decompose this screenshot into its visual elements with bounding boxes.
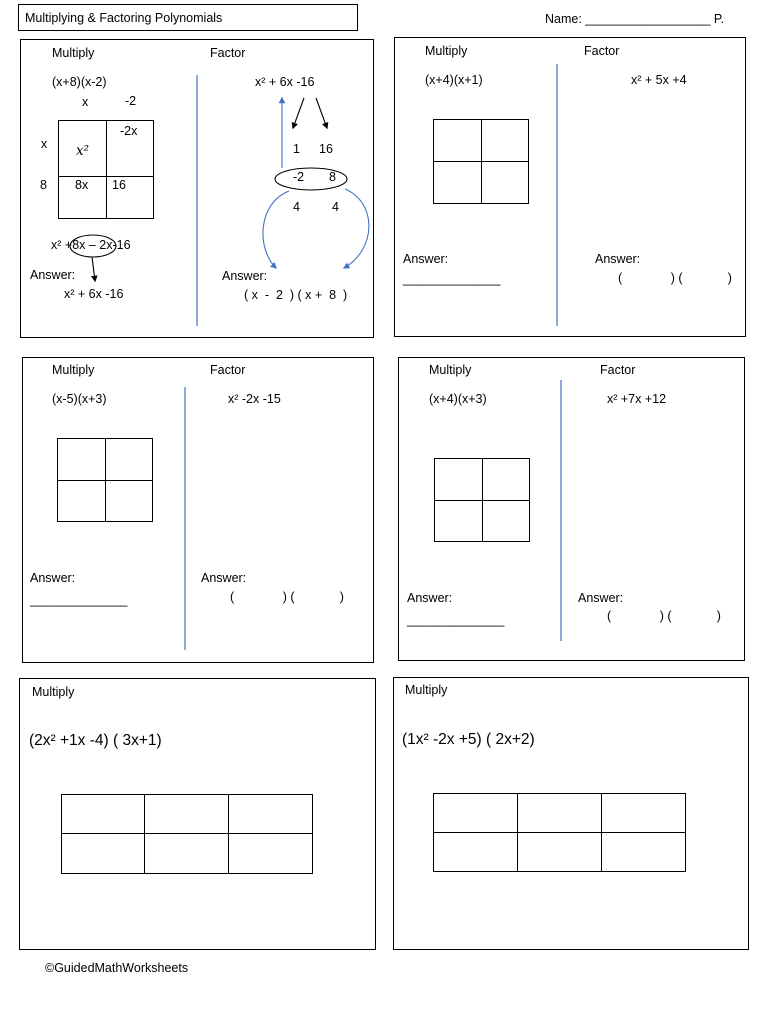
grid-cell	[145, 834, 228, 873]
factor-heading: Factor	[210, 46, 246, 60]
name-line: Name: __________________ P.	[545, 12, 725, 26]
factor-problem: x² + 5x +4	[631, 73, 687, 87]
factor-pair-value: 16	[319, 142, 333, 156]
answer-blank: ______________	[407, 613, 505, 627]
answer-label: Answer:	[30, 571, 76, 585]
grid-cell	[518, 794, 601, 832]
answer-label: Answer:	[578, 591, 624, 605]
copyright-footer: ©GuidedMathWorksheets	[45, 961, 189, 975]
grid-cell	[435, 459, 482, 500]
grid-cell	[106, 481, 152, 521]
factor-heading: Factor	[600, 363, 636, 377]
problem-panel-1	[394, 37, 746, 337]
grid-cell	[435, 501, 482, 541]
answer-blank: ______________	[403, 272, 501, 286]
grid-row-header: x	[41, 137, 48, 151]
grid-cell	[229, 834, 312, 873]
grid-cell	[62, 834, 144, 873]
factor-pair-value: 4	[293, 200, 300, 214]
multiply-heading: Multiply	[52, 46, 95, 60]
multiply-heading: Multiply	[52, 363, 95, 377]
grid-cell	[107, 121, 153, 176]
multiply-problem: (2x² +1x -4) ( 3x+1)	[29, 732, 162, 749]
multiply-problem: (x+4)(x+3)	[429, 392, 487, 406]
answer-label: Answer:	[407, 591, 453, 605]
grid-cell	[483, 459, 529, 500]
grid-column-header: -2	[125, 94, 137, 108]
answer-label: Answer:	[222, 269, 268, 283]
grid-cell	[434, 120, 481, 161]
area-model-grid	[433, 119, 529, 204]
grid-cell	[58, 439, 105, 480]
factor-answer-blank: ( ) ( )	[607, 609, 721, 623]
grid-cell	[59, 121, 106, 176]
expanded-part: x² +	[51, 238, 73, 252]
grid-cell	[434, 162, 481, 203]
area-model-grid	[434, 458, 530, 542]
answer-label: Answer:	[403, 252, 449, 266]
area-model-grid	[57, 438, 153, 522]
multiply-heading: Multiply	[425, 44, 468, 58]
factor-pair-value: 4	[332, 200, 339, 214]
factor-pair-value: -2	[293, 170, 305, 184]
factor-heading: Factor	[584, 44, 620, 58]
grid-cell	[229, 795, 312, 833]
grid-cell-value: -2x	[120, 124, 138, 138]
area-model-grid	[61, 794, 313, 874]
multiply-answer: x² + 6x -16	[64, 287, 124, 301]
grid-cell	[482, 162, 528, 203]
multiply-problem: (1x² -2x +5) ( 2x+2)	[402, 731, 535, 748]
factor-heading: Factor	[210, 363, 246, 377]
trinomial-panel-2	[393, 677, 749, 950]
problem-panel-3	[398, 357, 745, 661]
grid-cell	[145, 795, 228, 833]
grid-row-header: 8	[40, 178, 47, 192]
example-problem-panel	[20, 39, 374, 338]
multiply-problem: (x-5)(x+3)	[52, 392, 107, 406]
like-terms: 8x – 2x	[72, 238, 113, 252]
example-area-model-grid	[58, 120, 154, 219]
problem-panel-2	[22, 357, 374, 663]
multiply-heading: Multiply	[32, 685, 75, 699]
factor-pair-value: 1	[293, 142, 300, 156]
grid-column-header: x	[82, 95, 89, 109]
trinomial-panel-1	[19, 678, 376, 950]
factor-answer-blank: ( ) ( )	[618, 271, 732, 285]
expanded-part: -16	[112, 238, 131, 252]
grid-cell	[518, 833, 601, 871]
grid-cell	[602, 833, 685, 871]
multiply-heading: Multiply	[405, 683, 448, 697]
grid-cell-value: 16	[112, 178, 126, 192]
grid-cell	[602, 794, 685, 832]
factor-answer-blank: ( ) ( )	[230, 590, 344, 604]
grid-cell-value: x²	[75, 142, 90, 159]
grid-cell	[62, 795, 144, 833]
expanded-expression	[51, 238, 131, 252]
factor-answer: ( x - 2 ) ( x + 8 )	[244, 288, 348, 302]
grid-cell	[483, 501, 529, 541]
grid-cell-value: 8x	[75, 178, 89, 192]
grid-cell	[107, 177, 153, 218]
multiply-heading: Multiply	[429, 363, 472, 377]
factor-problem: x² -2x -15	[228, 392, 281, 406]
grid-cell	[482, 120, 528, 161]
grid-cell	[106, 439, 152, 480]
factor-problem: x² +7x +12	[607, 392, 667, 406]
grid-cell	[434, 794, 517, 832]
answer-blank: ______________	[30, 593, 128, 607]
area-model-grid	[433, 793, 686, 872]
worksheet-title: Multiplying & Factoring Polynomials	[25, 10, 223, 25]
factor-pair-value: 8	[329, 170, 336, 184]
answer-label: Answer:	[595, 252, 641, 266]
factor-problem: x² + 6x -16	[255, 75, 315, 89]
title-box	[18, 4, 358, 31]
multiply-problem: (x+8)(x-2)	[52, 75, 107, 89]
multiply-problem: (x+4)(x+1)	[425, 73, 483, 87]
answer-label: Answer:	[30, 268, 76, 282]
grid-cell	[59, 177, 106, 218]
grid-cell	[58, 481, 105, 521]
answer-label: Answer:	[201, 571, 247, 585]
grid-cell	[434, 833, 517, 871]
